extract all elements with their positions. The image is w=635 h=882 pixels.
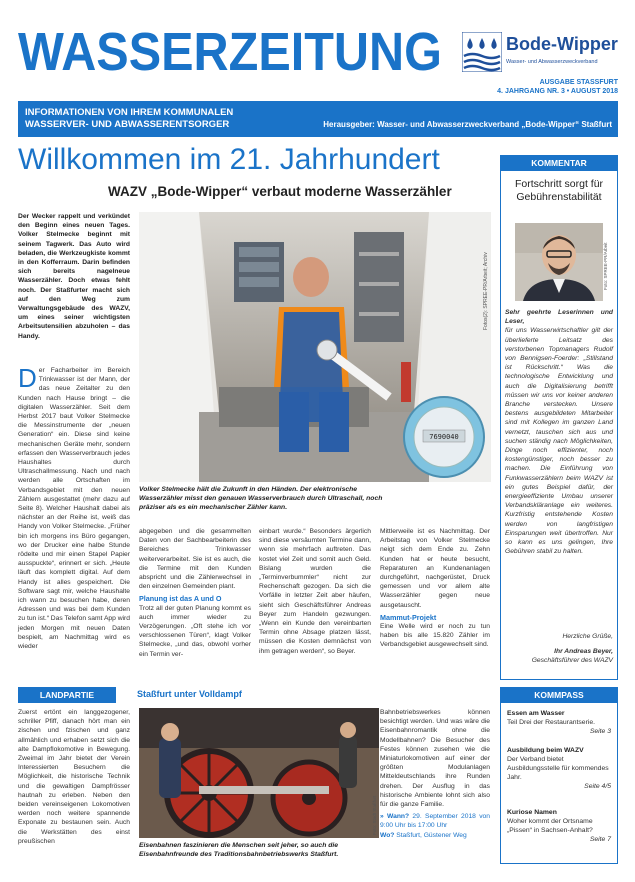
issue-number: 4. JAHRGANG NR. 3 • AUGUST 2018 — [497, 88, 618, 95]
landpartie-column-1 — [18, 708, 130, 846]
portrait-photo — [515, 223, 603, 301]
kommpass-item — [507, 746, 611, 791]
article-lead — [18, 212, 130, 341]
kommpass-item-page: Seite 7 — [589, 836, 611, 843]
kommentar-role: Geschäftsführer des WAZV — [531, 657, 613, 665]
article-column-3 — [259, 527, 371, 656]
issue-edition: AUSGABE STASSFURT — [539, 79, 618, 86]
landpartie-column-3-text: Bahnbetriebswerkes können besichtigt werden. Und was wäre die Eisenbahnromantik ohne die Modellbahnen? Die Besucher des Festes können zusehen wie die Miniaturlokomotiven auf einer der größten Modulanlagen Mitteldeutschlands ihre Runden drehen. Der Ausflug in das historische Ambiente lohnt sich also für die ganze Familie. — [380, 709, 490, 809]
meter-reading: 7690040 — [429, 433, 459, 441]
column-2-subheading: Planung ist das A und O — [139, 594, 222, 604]
kommpass-item-text: Der Verband bietet Ausbildungsstelle für kommendes Jahr. — [507, 756, 609, 781]
water-drops-logo-icon — [462, 32, 502, 72]
when-value: 29. September 2018 von 9:00 Uhr bis 17:00 Uhr — [380, 813, 490, 830]
article-subheadline: WAZV „Bode-Wipper“ verbaut moderne Wasserzähler — [108, 184, 452, 199]
kommpass-item-title: Kuriose Namen — [507, 809, 557, 816]
kommpass-item-title: Ausbildung beim WAZV — [507, 747, 584, 754]
column-3-text: einbart wurde.“ Besonders ärgerlich sind diese versäumten Termine dann, wenn sie mehrfach auftreten. Das kostet viel Zeit und somit auch Geld. Bislang wurden die „Terminverbummler“ nicht zur Rechenschaft gezogen. Da sich die Vorfälle in letzter Zeit aber häufen, sieht sich Geschäftsführer Andreas Beyer zum Handeln gezwungen. „Wenn ein Kunde den vereinbarten Termin ohne Absage platzen lässt, müssen die Kosten demnächst von ihm getragen werden“, so Beyer. — [259, 528, 371, 655]
kommentar-signature: Ihr Andreas Beyer, — [554, 648, 613, 656]
kommpass-item — [507, 808, 611, 844]
photo-credit: Fotos(2): SPREE-PR/Arbeit; Archiv — [483, 252, 489, 330]
column-4-subheading: Mammut-Projekt — [380, 612, 437, 622]
kommpass-item-page: Seite 3 — [589, 728, 611, 735]
article-headline: Willkommen im 21. Jahrhundert — [18, 143, 440, 176]
locomotive-illustration — [139, 708, 379, 838]
column-2-text-a: abgegeben und die gesammelten Daten von der Sachbearbeiterin des Bereiches Trinkwasser weiterverarbeitet. Sie ist es auch, die die Termine mit den Kunden abspricht und die Zählerwechsel in den einzelnen Gemeinden plant. — [139, 528, 251, 591]
kommpass-item-page: Seite 4/5 — [584, 783, 611, 790]
kommentar-body: für uns Wasserwirtschaftler gilt der überlieferte Leitsatz des verstorbenen Topmanagers Rudolf von Bennigsen-Foerder: „Stillstand ist Rückschritt.“ Was die technologische Entwicklung und auch die Digitalisierung betrifft müssen wir uns vor keiner anderen Branche verstecken. Unsere bestens ausgebildeten Mitarbeiter sind mit Kollegen im ganzen Land vernetzt, tauschen sich aus und suchen ständig nach Möglichkeiten, Dinge noch effizienter, noch kostengünstiger, noch besser zu machen. Die Einführung von Funkwasserzählern beim WAZV ist ein gutes Beispiel dafür, der energieeffiziente Umbau unserer Verbandskläranlage ein weiteres. Kurzfristig entstehende Kosten werden von langfristigen Einsparungen weit übertroffen. Nur so kann es uns gelingen, Ihre Gebühren stabil zu halten. — [505, 327, 613, 556]
kommentar-text — [505, 308, 613, 556]
band-info-line-2: WASSERVER- UND ABWASSERENTSORGER — [25, 119, 230, 130]
kommpass-item — [507, 709, 611, 736]
kommpass-item-title: Essen am Wasser — [507, 710, 565, 717]
kommentar-header: KOMMENTAR — [500, 155, 618, 171]
kommentar-signoff — [505, 632, 613, 666]
publisher-line: Herausgeber: Wasser- und Abwasserzweckverband „Bode-Wipper“ Staßfurt — [323, 120, 612, 129]
landpartie-column-3 — [380, 708, 490, 840]
landpartie-title: Staßfurt unter Volldampf — [137, 689, 242, 699]
column-1-text: er Facharbeiter im Bereich Trinkwasser ist der Mann, der das neue Zeitalter zu den Kunden nach Hause bringt – die digitalen Wasserzähler. Seit dem Herbst 2017 baut Volker Stelmecke die Messinstrumente der „neuen Generation“ ein. Diese sind keine mechanischen Geräte mehr, sondern erfassen den Wasserverbrauch jedes Haushaltes durch Ultraschallmessung. Nach und nach werden alle Ortschaften im Verbandsgebiet mit den neuen Zählern ausgestattet (mehr dazu auf Seite 8). Welcher Haushalt dabei als nächster an der Reihe ist, weiß das Handy von Volker Stelmecke. „Früher bin ich morgens ins Büro gegangen, wo der Drucker eine halbe Stunde rödelte und mir einen Stapel Papier ausspuckte“, erinnert er sich. „Heute läuft das komplett digital. Auf dem Handy ist alles gespeichert. Die Software sagt mir, welche Haushalte ich wann zu besuchen habe, deren Adressen und was bei dem Kunden zu tun ist.“ Das Telefon samt App wird jeden Morgen mit neuen Daten bespielt, am Nachmittag wird es wieder — [18, 367, 130, 651]
article-column-4 — [380, 527, 490, 650]
info-band — [18, 101, 618, 137]
masthead-title: WASSERZEITUNG — [18, 22, 442, 82]
column-4-text-a: Mittlerweile ist es Nachmittag. Der Arbeitstag von Volker Stelmecke neigt sich dem Ende zu. Zehn Kunden hat er heute besucht, Reparaturen an Kundenanlagen durchgeführt, nachgerüstet, Druck gemessen und vor allem alte Wasserzähler gegen neue ausgetauscht. — [380, 528, 490, 609]
logo — [462, 32, 617, 76]
main-photo — [139, 212, 491, 482]
column-4-text-b: Eine Welle wird er noch zu tun haben bis alle 15.820 Zähler im Verbandsgebiet ausgewechselt sind. — [380, 623, 490, 649]
kommpass-item-text: Woher kommt der Ortsname „Pissen“ in Sachsen-Anhalt? — [507, 818, 593, 834]
where-label: Wo? — [380, 831, 395, 839]
photo-caption: Volker Stelmecke hält die Zukunft in den Händen. Der elektronische Wasserzähler misst den genauen Wasserverbrauch durch Ultraschall, noch präziser als es ein mechanischer Zähler kann. — [139, 486, 383, 511]
column-2-text-b: Trotz all der guten Planung kommt es auch immer wieder zu Verzögerungen. „Oft stehe ich vor verschlossenen Türen“, klagt Volker Stelmecke, „und das, obwohl vorher ein Termin ver- — [139, 604, 251, 658]
portrait-credit: Foto: SPREE-PR/Arbeit — [603, 242, 608, 290]
band-info-line-1: INFORMATIONEN VON IHREM KOMMUNALEN — [25, 107, 234, 118]
landpartie-column-1-text: Zuerst ertönt ein langgezogener, schriller Pfiff, danach hört man ein zischen und fzischen und ganz allmählich und erhaben setzt sich die alte Dampflokomotive in Bewegung. Zweimal im Jahr bietet der Verein Interessierten Besuchern die Möglichkeit, die historische Technik und die gewaltigen Dampfrösser hautnah zu erleben. Neben den beiden vereinseigenen Lokomotiven werden noch weitere spannende Exponate zu bestaunen sein. Auch die Werkstätten des einst preußischen — [18, 709, 130, 845]
kommentar-salutation: Sehr geehrte Leserinnen und Leser, — [505, 309, 613, 326]
when-label: » Wann? — [380, 813, 410, 821]
logo-subtitle: Wasser- und Abwasserzweckverband — [506, 59, 598, 65]
article-column-1 — [18, 363, 130, 651]
article-column-2 — [139, 527, 251, 659]
water-meter-image — [401, 394, 487, 480]
drop-cap: D — [18, 363, 37, 393]
kommentar-title: Fortschritt sorgt für Gebührenstabilität — [514, 178, 604, 203]
kommpass-item-text: Teil Drei der Restaurantserie. — [507, 719, 596, 726]
landpartie-header: LANDPARTIE — [18, 687, 116, 703]
where-value: Staßfurt, Güstener Weg — [396, 831, 467, 839]
kommpass-header: KOMMPASS — [500, 687, 618, 703]
logo-name: Bode-Wipper — [506, 34, 618, 54]
locomotive-photo-caption: Eisenbahnen faszinieren die Menschen seit jeher, so auch die Eisenbahnfreunde des Traditionsbahnbetriebswerks Staßfurt. — [139, 842, 339, 858]
portrait-illustration — [515, 223, 603, 301]
locomotive-photo — [139, 708, 379, 838]
locomotive-photo-credit: Foto: Stadt Staßfurt — [372, 795, 377, 835]
lead-text: Der Wecker rappelt und verkündet den Beginn eines neuen Tages. Volker Stelmecke beginnt mit seinem Tagwerk. Das Auto wird beladen, die Werkzeugkiste kommt in den Kofferraum. Darin befinden sich bereits nagelneue Wasserzähler. Doch etwas fehlt noch. Der Staßfurter macht sich auf den Weg zum Verwaltungsgebäude des WAZV, um eines seiner wichtigsten Arbeitsutensilien abzuholen – das Handy. — [18, 213, 130, 340]
kommentar-greeting: Herzliche Grüße, — [562, 633, 613, 640]
